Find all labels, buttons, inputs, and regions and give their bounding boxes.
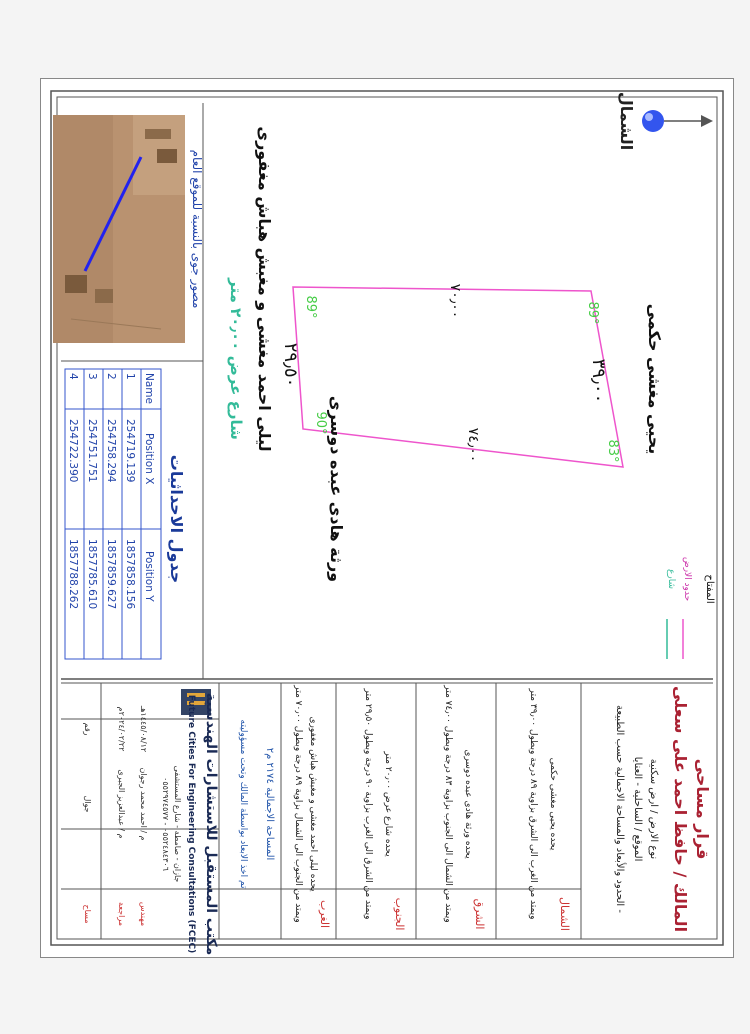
sig-1-role: مهندس (139, 901, 148, 927)
coords-row-3-x: 254751.751 (86, 419, 98, 483)
side-north-bounded: يحده يحيى مغشى حكمى (548, 757, 558, 851)
side-east-bounded: يحده ورثة هادى عبده دوسرى (463, 749, 473, 859)
angle-nw: 89° (303, 295, 318, 319)
title-block-location: الموقع / الساحلية - العنايا (632, 756, 643, 862)
owner-south: ورثة هادى عبده دوسرى (327, 395, 346, 583)
side-south-name: الجنوب (393, 897, 406, 931)
dim-north: ٧٠٫٠٠ (447, 283, 463, 319)
sig-2-role: مراجعة (117, 901, 126, 927)
north-arrow-icon (642, 110, 713, 132)
sig-2-date: ٢٠٢٤/٠٢/٢٢م (117, 706, 126, 752)
coords-header-x: Position X (143, 433, 155, 485)
legend-title: المفتاح (704, 574, 715, 604)
owner-west-street: شارع عرض ٢٠٫٠٠ متر (227, 278, 245, 440)
north-label: الشمال (617, 91, 636, 151)
coords-row-4-name: 4 (67, 373, 79, 380)
satellite-image (53, 115, 185, 343)
dim-west: ٢٩٫٥٠ (280, 342, 301, 388)
side-east-name: الشرق (473, 898, 486, 930)
dimensions-note: تم اخذ الابعاد بواسطة المالك وتحت مسؤوليته (238, 719, 248, 889)
coords-row-3-name: 3 (86, 373, 98, 380)
company-phone: ٠٥٥٢٤٨٤٣٠٦ - ٠٥٥٢٩٧٤٥٧٧ (161, 777, 170, 871)
coords-row-1-name: 1 (124, 373, 136, 380)
coords-row-2-name: 2 (105, 373, 117, 380)
coords-row-4-y: 1857788.262 (67, 539, 79, 610)
side-north-desc: ويمتد من الغرب الى الشرق بزاوية ٨٩ درجة وبطول ٣٩٫٠٠ متر (528, 688, 538, 920)
side-west-name: الغرب (318, 899, 331, 929)
title-block-title: قرار مساحى (693, 758, 712, 860)
company-name-en: Future Cities For Engineering Consultations (FCEC) (186, 694, 196, 954)
coords-row-1-y: 1857858.156 (124, 539, 136, 610)
coords-title: جدول الاحداثيات (167, 454, 186, 584)
company-address: جازان - صامطة - شارع المستشفى (173, 765, 182, 883)
total-area: المساحة الاجمالية ٢١٧٤ م٢ (264, 747, 275, 861)
coords-row-2-y: 1857859.627 (105, 539, 117, 610)
title-block-land-type: نوع الارض / ارض سكنية (648, 758, 659, 860)
coords-row-1-x: 254719.139 (124, 419, 136, 483)
title-block-owner: المالك / حافظ احمد على سعلى (671, 685, 690, 933)
owner-east: يحيى مغشى حكمى (645, 303, 664, 455)
coordinates-table (65, 369, 161, 659)
side-north-name: الشمال (558, 897, 571, 931)
side-south-desc: ويمتد من الشرق الى الغرب بزاوية ٩٠ درجة وبطول ٢٩٫٥٠ متر (363, 688, 373, 920)
legend-item-boundary: حدود الارض (682, 556, 692, 602)
side-west-desc: ويمتد من الجنوب الى الشمال بزاوية ٨٩ درجة وبطول ٧٠٫٠٠ متر (293, 685, 303, 923)
coords-row-2-x: 254758.294 (105, 419, 117, 483)
company-name-ar: مكتب المستقبل للاستشارات الهندسية (203, 692, 219, 956)
sig-3-name: جوال (83, 795, 92, 813)
angle-ne: 89° (585, 301, 600, 325)
sig-2-name: م / عبدالعزيز الجبرى (117, 769, 126, 839)
coords-row-4-x: 254722.390 (67, 419, 79, 483)
survey-sheet (40, 78, 734, 958)
coords-header-y: Position Y (143, 551, 155, 602)
survey-drawing (41, 79, 733, 957)
coords-header-name: Name (143, 373, 155, 404)
coords-row-3-y: 1857785.610 (86, 539, 98, 610)
sig-3-date: رقم (83, 722, 92, 736)
side-east-desc: ويمتد من الشمال الى الجنوب بزاوية ٨٣ درجة وبطول ٧٤٫٠٠ متر (443, 685, 453, 923)
sig-3-role: مساح (83, 904, 92, 924)
sig-1-date: ١٤٤٥/٠٨/١٢هـ (139, 705, 148, 753)
dim-east: ٣٩٫٠٠ (588, 358, 609, 404)
angle-sw: 90° (313, 411, 328, 435)
side-south-bounded: يحده شارع عرض ٢٠٫٠٠ متر (383, 751, 393, 857)
legend-item-street: شارع (666, 569, 676, 589)
title-block-bounds-heading: الحدود والأبعاد والمساحة الاجمالية حسب الطبيعة - (614, 705, 625, 913)
satellite-caption: مصور جوى بالنسبة للموقع العام (190, 149, 204, 309)
owner-north: ليلى احمد مغشى و مغبش هباش مغفورى (255, 126, 274, 452)
dim-south: ٧٤٫٠٠ (465, 427, 481, 463)
side-west-bounded: يحده ليلى احمد مغشى و مغبش هباش مغفورى (308, 716, 318, 892)
sig-1-name: م / احمد محمد رجوان (139, 767, 148, 841)
angle-se: 83° (605, 439, 620, 463)
